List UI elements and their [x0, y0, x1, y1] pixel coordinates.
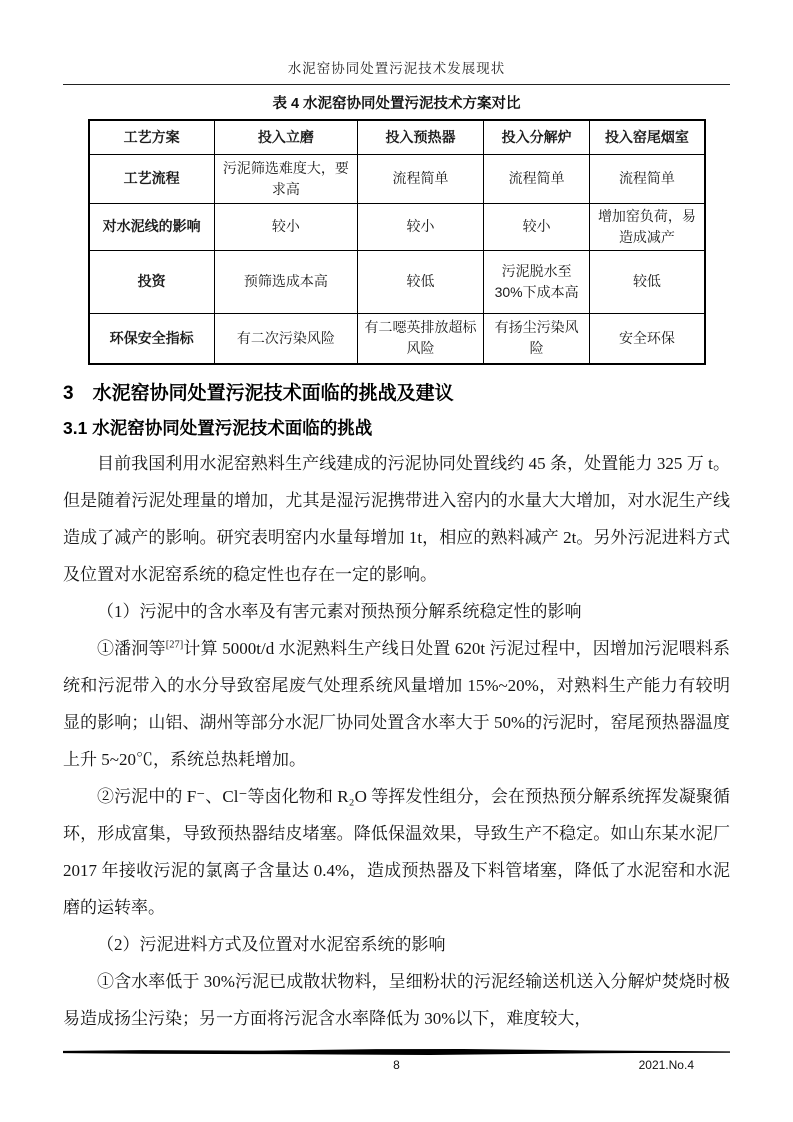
table-row	[89, 154, 705, 203]
paragraph-text: ①潘泂等	[97, 639, 166, 658]
paragraph-item1-heading: （1）污泥中的含水率及有害元素对预热预分解系统稳定性的影响	[97, 602, 582, 621]
section-heading: 3 水泥窑协同处置污泥技术面临的挑战及建议	[63, 383, 454, 404]
table-row-label: 投资	[89, 250, 215, 313]
table-row-label: 工艺流程	[89, 154, 215, 203]
comparison-table	[88, 119, 706, 365]
table-cell: 较小	[483, 203, 590, 250]
paragraph-halide-impact: ②污泥中的 F⁻、Cl⁻等卤化物和 R₂O 等挥发性组分，会在预热预分解系统挥发凝聚循环，形成富集，导致预热器结皮堵塞。降低保温效果，导致生产不稳定。如山东某水泥厂 2017 年接收污泥的氯离子含量达 0.4%，造成预热器及下料管堵塞，降低了水泥窑和水泥磨的运转率。	[63, 787, 730, 917]
reference-superscript: [27]	[165, 639, 184, 651]
table-row	[89, 250, 705, 313]
table-cell: 流程简单	[483, 154, 590, 203]
table-cell: 有二噁英排放超标风险	[358, 313, 484, 364]
table-cell: 预筛选成本高	[214, 250, 358, 313]
table-cell: 有二次污染风险	[214, 313, 358, 364]
page-footer	[63, 1049, 730, 1078]
table-row	[89, 203, 705, 250]
table-cell: 较小	[214, 203, 358, 250]
table-header-cell: 投入立磨	[214, 120, 358, 154]
table-cell: 较低	[590, 250, 705, 313]
running-header-title: 水泥窑协同处置污泥技术发展现状	[287, 61, 506, 76]
table-cell: 较小	[358, 203, 484, 250]
table-cell: 流程简单	[358, 154, 484, 203]
table-header-cell: 投入分解炉	[483, 120, 590, 154]
table-caption: 表 4 水泥窑协同处置污泥技术方案对比	[272, 96, 521, 112]
body-text-block	[63, 445, 730, 1037]
page-number: 8	[393, 1058, 400, 1072]
table-cell: 增加窑负荷，易造成减产	[590, 203, 705, 250]
paragraph-feeding-impact: ①含水率低于 30%污泥已成散状物料，呈细粉状的污泥经输送机送入分解炉焚烧时极易造成扬尘污染；另一方面将污泥含水率降低为 30%以下，难度较大，	[63, 972, 730, 1028]
table-cell: 污泥筛选难度大，要求高	[214, 154, 358, 203]
table-cell: 污泥脱水至 30%下成本高	[483, 250, 590, 313]
table-header-cell: 投入预热器	[358, 120, 484, 154]
table-cell: 流程简单	[590, 154, 705, 203]
table-row	[89, 313, 705, 364]
paragraph-text: 计算 5000t/d 水泥熟料生产线日处置 620t 污泥过程中，因增加污泥喂料系统和污泥带入的水分导致窑尾废气处理系统风量增加 15%~20%，对熟料生产能力有较明显的影响；山铝、湖州等部分水泥厂协同处置含水率大于 50%的污泥时，窑尾预热器温度上升 5~20℃，系统总热耗增加。	[63, 639, 731, 769]
table-cell: 较低	[358, 250, 484, 313]
issue-label: 2021.No.4	[638, 1058, 694, 1072]
table-cell: 有扬尘污染风险	[483, 313, 590, 364]
table-header-cell: 工艺方案	[89, 120, 215, 154]
subsection-heading: 3.1 水泥窑协同处置污泥技术面临的挑战	[63, 418, 373, 438]
table-header-cell: 投入窑尾烟室	[590, 120, 705, 154]
table-row-label: 环保安全指标	[89, 313, 215, 364]
table-header-row	[89, 120, 705, 154]
paragraph-item2-heading: （2）污泥进料方式及位置对水泥窑系统的影响	[97, 935, 446, 954]
table-cell: 安全环保	[590, 313, 705, 364]
table-row-label: 对水泥线的影响	[89, 203, 215, 250]
paragraph-moisture-impact	[63, 630, 730, 778]
footer-rule	[63, 1049, 730, 1055]
paragraph-overview: 目前我国利用水泥窑熟料生产线建成的污泥协同处置线约 45 条，处置能力 325 万 t。但是随着污泥处理量的增加，尤其是湿污泥携带进入窑内的水量大大增加，对水泥生产线造成了减产的影响。研究表明窑内水量每增加 1t，相应的熟料减产 2t。另外污泥进料方式及位置对水泥窑系统的稳定性也存在一定的影响。	[63, 454, 730, 584]
header-rule	[63, 84, 730, 85]
